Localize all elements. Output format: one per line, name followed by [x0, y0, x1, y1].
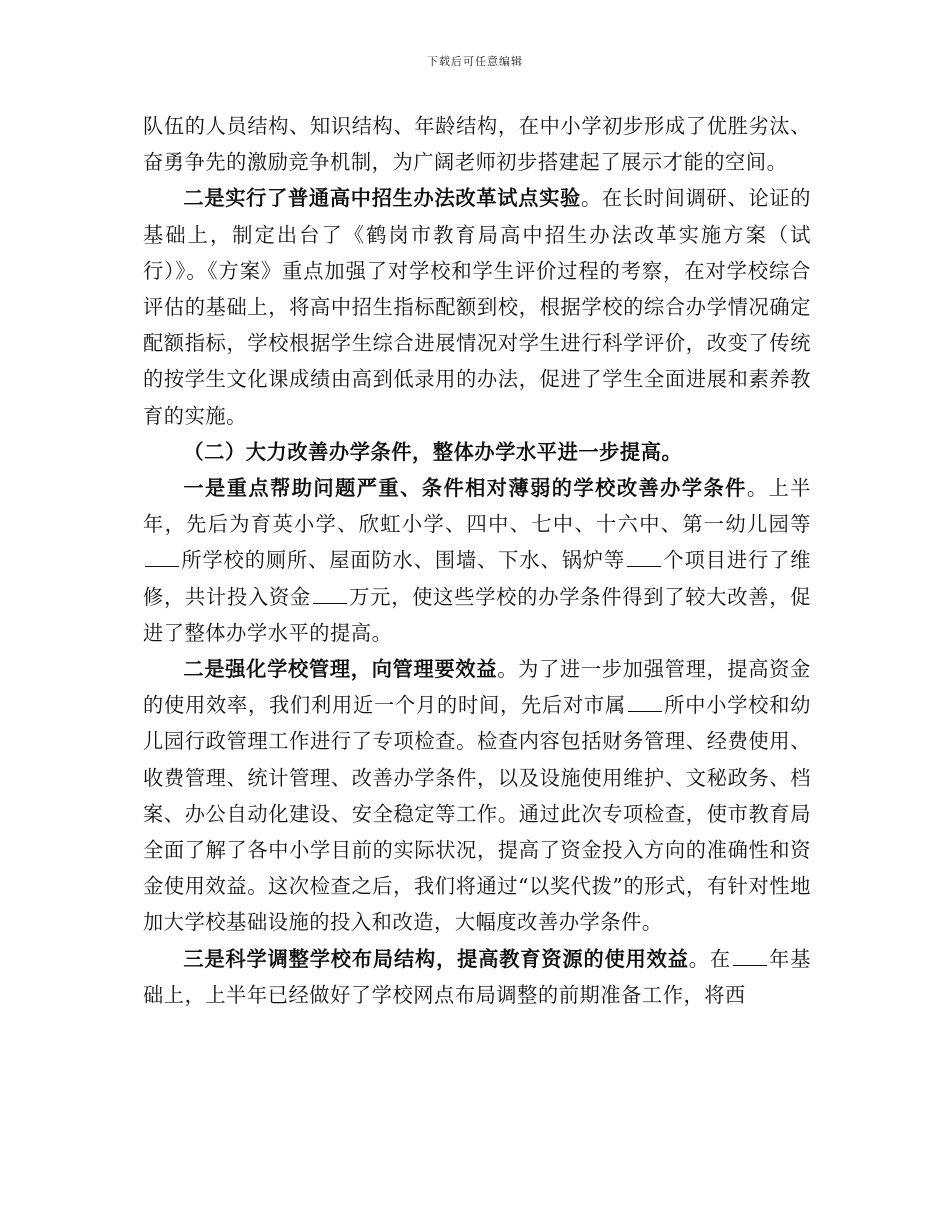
paragraph-text: 万元，使这些学校的办学条件得到了较大改善，促进了整体办学水平的提高。 [143, 584, 811, 645]
paragraph-text: 所学校的厕所、屋面防水、围墙、下水、锅炉等 [181, 548, 626, 573]
document-body [143, 108, 811, 1013]
paragraph-lead: 二是实行了普通高中招生办法改革试点实验 [183, 186, 581, 211]
paragraph-lead: 二是强化学校管理，向管理要效益 [183, 657, 498, 682]
page-header: 下载后可任意编辑 [427, 55, 523, 68]
paragraph-text: 个项目进行了维修，共计投入资金 [143, 548, 812, 609]
paragraph-lead: 一是重点帮助问题严重、条件相对薄弱的学校改善办学条件 [183, 476, 747, 501]
paragraph-text: 。在 [688, 946, 731, 971]
paragraph-text: 队伍的人员结构、知识结构、年龄结构，在中小学初步形成了优胜劣汰、奋勇争先的激励竞争机制，为广阔老师初步搭建起了展示才能的空间。 [143, 114, 811, 175]
paragraph-school-layout [143, 941, 811, 1013]
paragraph-weak-schools [143, 470, 811, 651]
section-heading-text: （二）大力改善办学条件，整体办学水平进一步提高。 [183, 439, 683, 464]
paragraph-continuation [143, 108, 811, 180]
paragraph-text: 。为了进一步加强管理，提高资金的使用效率，我们利用近一个月的时间，先后对市属 [143, 657, 811, 718]
paragraph-lead: 三是科学调整学校布局结构，提高教育资源的使用效益 [183, 946, 689, 971]
fill-blank [145, 549, 179, 567]
fill-blank [313, 586, 347, 604]
fill-blank [733, 948, 767, 966]
paragraph-school-management [143, 651, 811, 941]
paragraph-text: 所中小学校和幼儿园行政管理工作进行了专项检查。检查内容包括财务管理、经费使用、收费管理、统计管理、改善办学条件，以及设施使用维护、文秘政务、档案、办公自动化建设、安全稳定等工作。通过此次专项检查，使市教育局全面了解了各中小学目前的实际状况，提高了资金投入方向的准确性和资金使用效益。这次检查之后，我们将通过“以奖代拨”的形式，有针对性地加大学校基础设施的投入和改造，大幅度改善办学条件。 [143, 693, 811, 935]
paragraph-text: 。在长时间调研、论证的基础上，制定出台了《鹤岗市教育局高中招生办法改革实施方案（试行）》。《方案》重点加强了对学校和学生评价过程的考察，在对学校综合评估的基础上，将高中招生指标配额到校，根据学校的综合办学情况确定配额指标，学校根据学生综合进展情况对学生进行科学评价，改变了传统的按学生文化课成绩由高到低录用的办法，促进了学生全面进展和素养教育的实施。 [143, 186, 812, 428]
fill-blank [628, 694, 662, 712]
section-heading [143, 434, 811, 470]
paragraph-text: 年基础上，上半年已经做好了学校网点布局调整的前期准备工作，将西 [143, 946, 812, 1007]
fill-blank [627, 549, 661, 567]
paragraph-high-school-enrollment [143, 180, 811, 433]
paragraph-text: 。上半年，先后为育英小学、欣虹小学、四中、七中、十六中、第一幼儿园等 [143, 476, 811, 537]
